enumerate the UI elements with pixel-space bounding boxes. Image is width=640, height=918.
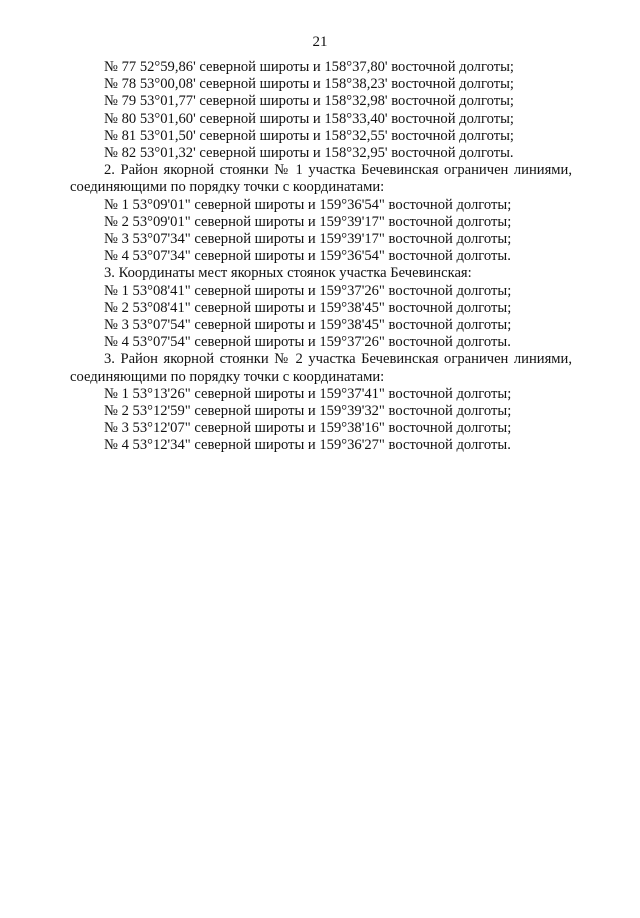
- section-heading: 2. Район якорной стоянки № 1 участка Бечевинская ограничен линиями, соединяющими по порядку точки с координатами:: [70, 162, 572, 196]
- coordinate-line: № 3 53°07'34" северной широты и 159°39'17" восточной долготы;: [104, 231, 512, 248]
- coordinate-line: № 2 53°08'41" северной широты и 159°38'45" восточной долготы;: [104, 299, 512, 316]
- coordinate-line: № 3 53°07'54" северной широты и 159°38'45" восточной долготы;: [104, 317, 512, 334]
- document-body: [70, 59, 572, 455]
- coordinate-line: № 3 53°12'07" северной широты и 159°38'16" восточной долготы;: [104, 420, 512, 437]
- coordinate-line: № 4 53°07'54" северной широты и 159°37'26" восточной долготы.: [104, 334, 511, 351]
- section-heading: 3. Координаты мест якорных стоянок участка Бечевинская:: [104, 265, 472, 282]
- coordinate-line: № 81 53°01,50' северной широты и 158°32,55' восточной долготы;: [104, 127, 514, 144]
- coordinate-line: № 4 53°07'34" северной широты и 159°36'54" восточной долготы.: [104, 248, 511, 265]
- coordinate-line: № 82 53°01,32' северной широты и 158°32,95' восточной долготы.: [104, 145, 514, 162]
- coordinate-line: № 79 53°01,77' северной широты и 158°32,98' восточной долготы;: [104, 93, 514, 110]
- section-heading: 3. Район якорной стоянки № 2 участка Бечевинская ограничен линиями, соединяющими по порядку точки с координатами:: [70, 351, 572, 385]
- page-number: 21: [312, 34, 328, 50]
- coordinate-line: № 77 52°59,86' северной широты и 158°37,80' восточной долготы;: [104, 59, 514, 75]
- coordinate-line: № 1 53°13'26" северной широты и 159°37'41" восточной долготы;: [104, 385, 512, 402]
- coordinate-line: № 2 53°09'01" северной широты и 159°39'17" восточной долготы;: [104, 213, 512, 230]
- coordinate-line: № 78 53°00,08' северной широты и 158°38,23' восточной долготы;: [104, 76, 514, 93]
- coordinate-line: № 4 53°12'34" северной широты и 159°36'27" восточной долготы.: [104, 437, 511, 454]
- coordinate-line: № 1 53°08'41" северной широты и 159°37'26" восточной долготы;: [104, 282, 512, 299]
- coordinate-line: № 2 53°12'59" северной широты и 159°39'32" восточной долготы;: [104, 403, 512, 420]
- coordinate-line: № 1 53°09'01" северной широты и 159°36'54" восточной долготы;: [104, 196, 512, 213]
- coordinate-line: № 80 53°01,60' северной широты и 158°33,40' восточной долготы;: [104, 110, 514, 127]
